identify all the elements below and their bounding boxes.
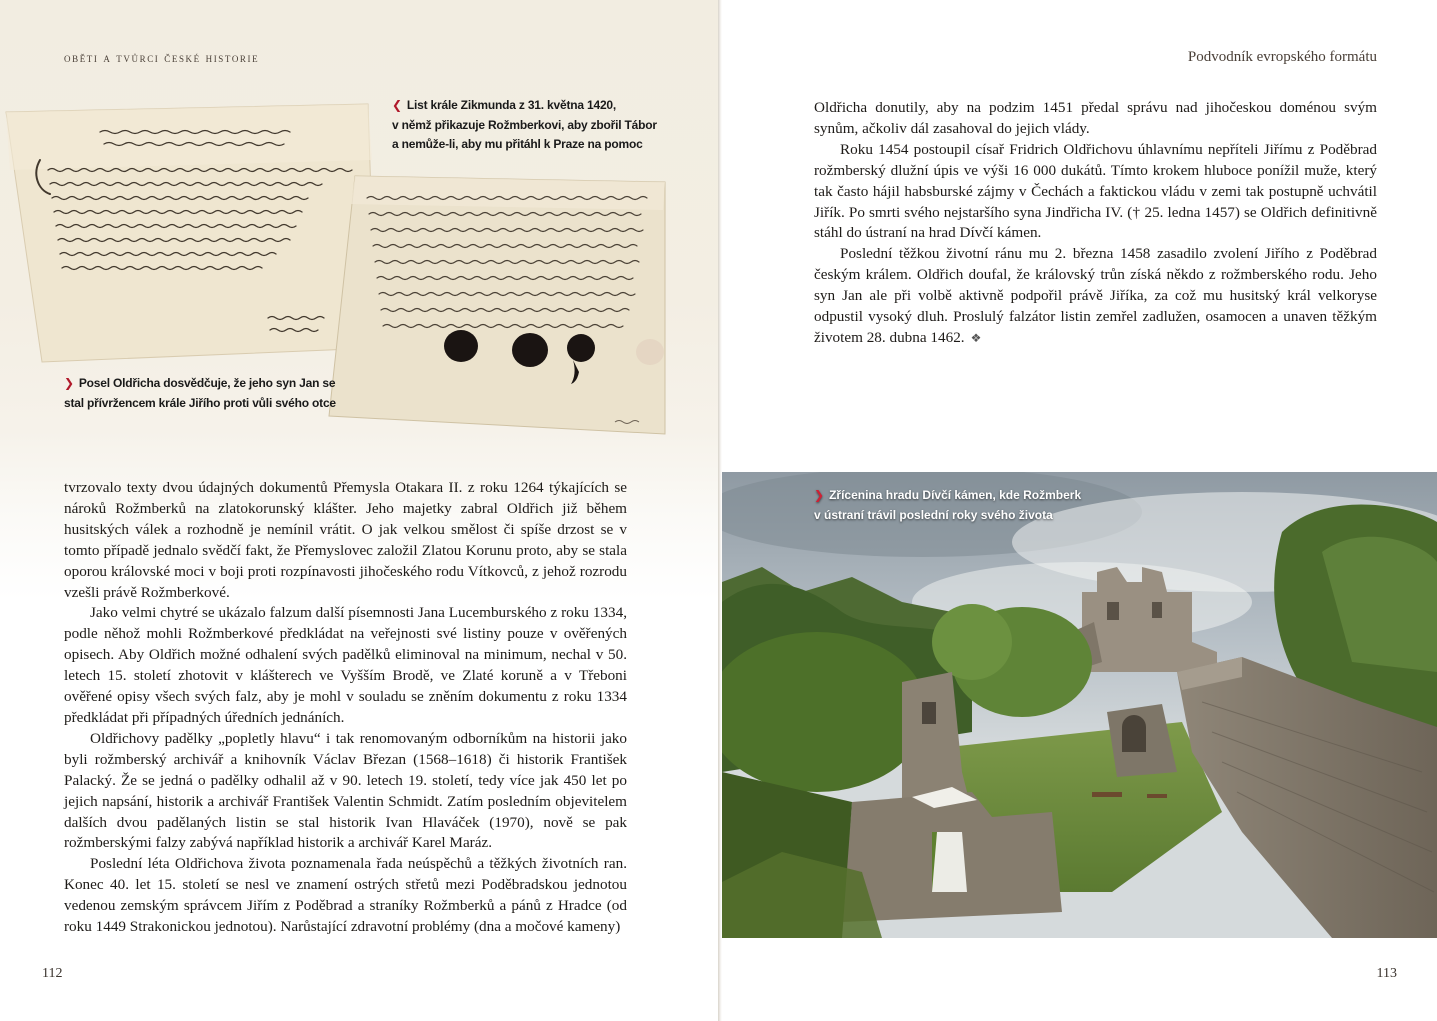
page-number-left: 112 xyxy=(42,966,63,981)
caption-castle-photo xyxy=(814,486,1081,525)
castle-ruins-photo xyxy=(722,472,1437,938)
sigismund-letter-image xyxy=(0,100,380,370)
manuscript-1-drawing xyxy=(0,100,380,370)
caption-messenger-letter xyxy=(64,374,336,413)
right-page xyxy=(722,0,1437,1021)
left-body-text xyxy=(64,478,627,938)
caption-line: ❯ Posel Oldřicha dosvědčuje, že jeho syn Jan se xyxy=(64,376,336,390)
castle-ruins-drawing xyxy=(722,472,1437,938)
caption-line: stal přívržencem krále Jiřího proti vůli svého otce xyxy=(64,395,336,410)
left-page xyxy=(0,0,718,1021)
chevron-left-icon: ❮ xyxy=(392,98,402,112)
caption-line: ❮ List krále Zikmunda z 31. května 1420, xyxy=(392,98,617,112)
caption-line: a nemůže-li, aby mu přitáhl k Praze na pomoc xyxy=(392,137,643,151)
page-number-right: 113 xyxy=(1376,966,1397,981)
chevron-down-icon: ❯ xyxy=(814,488,825,502)
caption-sigismund-letter xyxy=(392,96,657,155)
body-paragraph: tvrzovalo texty dvou údajných dokumentů Přemysla Otakara II. z roku 1264 týkajících se nároků Rožmberků na zlatokorunský klášter. Jeho majetky zabral Oldřich již během husitských válek a rozhodně je nemínil vrátit. O jak velkou smělost či spíše drzost se v tomto případě jednalo svědčí fakt, že Přemyslovec založil Zlatou Korunu proto, aby se stala oporou královské moci v boji proti rozpínavosti jihočeského rodu Vítkovců, z jehož rozrodu vzešli právě Rožmberkové. xyxy=(64,479,627,601)
end-mark-icon: ❖ xyxy=(970,330,982,345)
caption-line: ❯ Zřícenina hradu Dívčí kámen, kde Rožmberk xyxy=(814,488,1082,502)
caption-line: v ústraní trávil poslední roky svého života xyxy=(814,507,1053,522)
body-paragraph: Poslední léta Oldřichova života poznamenala řada neúspěchů a těžkých životních ran. Konec 40. let 15. století se nesl ve znamení ostrých střetů mezi Poděbradskou jednotou vedenou zemským správcem Jiřím z Poděbrad a straníky Rožmberků a pánů z Hradce (od roku 1449 Strakonickou jednotou). Narůstající zdravotní problémy (dna a močové kameny) xyxy=(64,855,627,936)
right-body-text xyxy=(814,98,1377,349)
caption-line: v němž přikazuje Rožmberkovi, aby zbořil Tábor xyxy=(392,117,657,132)
running-head-left: oběti a tvůrci české historie xyxy=(64,50,260,65)
body-paragraph: Oldřichovy padělky „popletly hlavu“ i tak renomovaným odborníkům na historii jako byli rožmberský archivář a knihovník Václav Březan (1568–1618) či historik František Palacký. Že se jedná o padělky odhalil až v 90. letech 19. století, tedy více jak 450 let po jejich napsání, historik a archivář František Valentin Schmidt. Zatím posledním objevitelem dalších dvou padělaných listin se stal historik Ivan Hlaváček (1970), nově se pak rožmberskými falzy zabývá například historik a archivář Karel Maráz. xyxy=(64,729,627,852)
chevron-right-icon: ❯ xyxy=(64,376,74,390)
manuscript-2-drawing xyxy=(325,170,675,440)
body-paragraph: Roku 1454 postoupil císař Fridrich Oldřichovu úhlavnímu nepříteli Jiřímu z Poděbrad rožmberský dlužní úpis ve výši 16 000 dukátů. Tímto krokem hluboce ponížil muže, který tak často hájil habsburské zájmy v Čechách a faktickou vládu v zemi tak postupně uchvátil Jiřík. Po smrti svého nejstaršího syna Jindřicha IV. († 25. ledna 1457) se Oldřich definitivně stáhl do ústraní na hrad Dívčí kámen. xyxy=(814,140,1377,242)
body-paragraph: Poslední těžkou životní ránu mu 2. března 1458 zasadilo zvolení Jiřího z Poděbrad českým králem. Oldřich doufal, že královský trůn získá někdo z rožmberského rodu. Jeho syn Jan ale při volbě aktivně podpořil právě Jiříka, za což mu husitský král velkoryse odpustil vysoký dluh. Proslulý falzátor listin zemřel zadlužen, osamocen a unaven těžkým životem 28. dubna 1462. ❖ xyxy=(814,245,1377,346)
running-head-right: Podvodník evropského formátu xyxy=(1187,49,1377,65)
body-paragraph: Jako velmi chytré se ukázalo falzum další písemnosti Jana Lucemburského z roku 1334, podle něhož mohli Rožmberkové předkládat na veřejnosti své listiny pouze v ověřených opisech. Aby Oldřich možné odhalení svých padělků eliminoval na minimum, nechal v 50. letech 15. století zhotovit v klášterech ve Vyšším Brodě, ve Zlaté koruně a v Třeboni ověřené opisy všech svých falz, aby je mohl v souladu se zněním dokumentu z roku 1334 předkládat při případných úředních jednáních. xyxy=(64,604,627,726)
messenger-letter-image xyxy=(325,170,675,440)
body-paragraph: Oldřicha donutily, aby na podzim 1451 předal správu nad jihočeskou doménou svým synům, ačkoliv dál zasahoval do jejich vlády. xyxy=(814,99,1377,137)
